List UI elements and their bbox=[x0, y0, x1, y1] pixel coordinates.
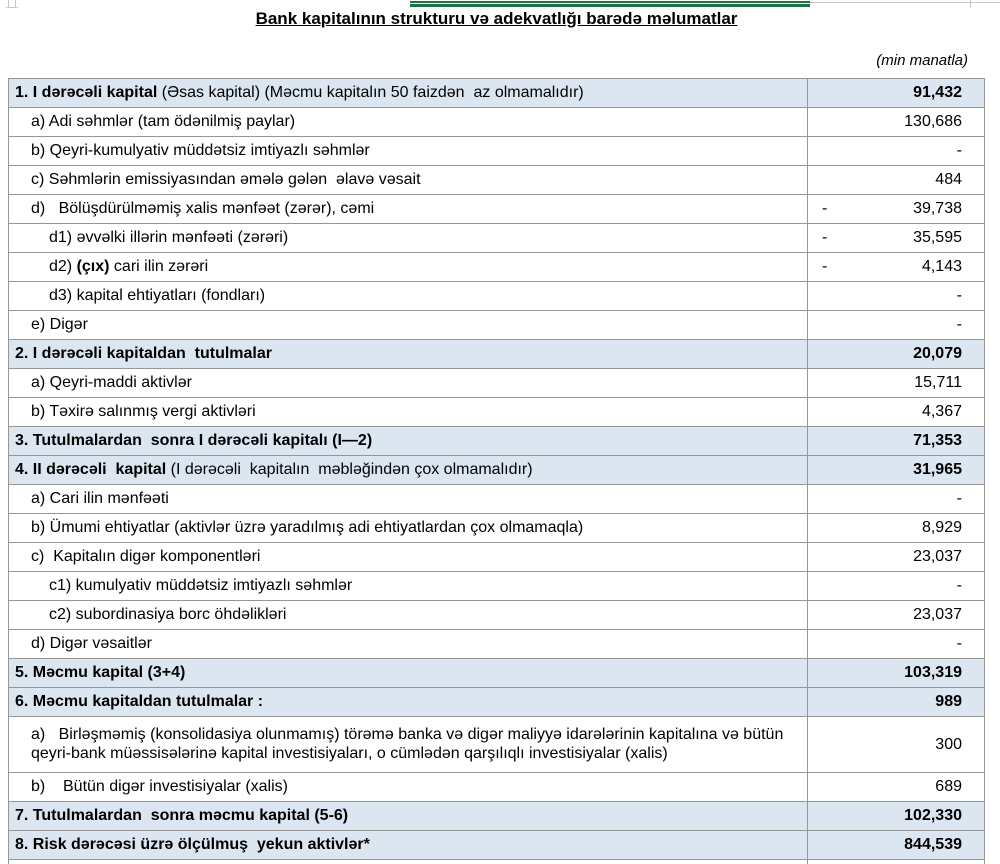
table-row bbox=[9, 456, 984, 485]
row-label-cell[interactable] bbox=[9, 427, 808, 455]
row-label-cell[interactable] bbox=[9, 195, 808, 223]
row-label-cell[interactable] bbox=[9, 572, 808, 600]
row-label-cell[interactable] bbox=[9, 659, 808, 687]
green-strip-artifact bbox=[410, 1, 810, 7]
table-row bbox=[9, 137, 984, 166]
table-row bbox=[9, 688, 984, 717]
row-value-text: 91,432 bbox=[913, 84, 962, 101]
row-value-text: 4,367 bbox=[921, 403, 962, 420]
table-row bbox=[9, 340, 984, 369]
row-label-text: b) Qeyri-kumulyativ müddətsiz imtiyazlı səhmlər bbox=[31, 141, 370, 159]
table-row bbox=[9, 572, 984, 601]
row-label-text: (Əsas kapital) (Məcmu kapitalın 50 faizdən az olmamalıdır) bbox=[157, 83, 584, 101]
capital-table bbox=[8, 78, 985, 864]
row-value-cell[interactable] bbox=[808, 166, 984, 194]
table-row bbox=[9, 427, 984, 456]
row-value-cell[interactable] bbox=[808, 456, 984, 484]
row-label-cell[interactable] bbox=[9, 802, 808, 830]
table-row bbox=[9, 543, 984, 572]
row-value-cell[interactable] bbox=[808, 773, 984, 801]
row-value-cell[interactable] bbox=[808, 802, 984, 830]
row-label-bold-text: 5. Məcmu kapital (3+4) bbox=[15, 663, 186, 681]
row-label-text: c) Kapitalın digər komponentləri bbox=[31, 547, 261, 565]
row-value-text: 989 bbox=[935, 693, 962, 710]
row-label-bold-text: 6. Məcmu kapitaldan tutulmalar : bbox=[15, 692, 264, 710]
row-value-cell[interactable] bbox=[808, 514, 984, 542]
table-row bbox=[9, 630, 984, 659]
row-label-text: a) Cari ilin mənfəəti bbox=[31, 489, 169, 507]
row-label-bold-text: 1. I dərəcəli kapital bbox=[15, 83, 158, 101]
row-label-cell[interactable] bbox=[9, 282, 808, 310]
row-label-text: c) Səhmlərin emissiyasından əmələ gələn əlavə vəsait bbox=[31, 170, 421, 188]
row-value-cell[interactable] bbox=[808, 717, 984, 772]
row-value-text: 4,143 bbox=[921, 258, 962, 275]
row-label-cell[interactable] bbox=[9, 398, 808, 426]
row-label-text: c2) subordinasiya borc öhdəlikləri bbox=[49, 605, 287, 623]
table-row bbox=[9, 282, 984, 311]
row-value-text: 484 bbox=[935, 171, 962, 188]
row-label-text: d3) kapital ehtiyatları (fondları) bbox=[49, 286, 266, 304]
negative-sign: - bbox=[822, 200, 828, 217]
row-label-cell[interactable] bbox=[9, 311, 808, 339]
row-label-text: a) Qeyri-maddi aktivlər bbox=[31, 373, 192, 391]
table-row bbox=[9, 659, 984, 688]
table-row bbox=[9, 773, 984, 802]
row-label-cell[interactable] bbox=[9, 717, 808, 772]
row-label-cell[interactable] bbox=[9, 514, 808, 542]
table-row bbox=[9, 369, 984, 398]
table-row bbox=[9, 601, 984, 630]
row-label-cell[interactable] bbox=[9, 831, 808, 859]
row-label-cell[interactable] bbox=[9, 456, 808, 484]
row-label-text: (I dərəcəli kapitalın məbləğindən çox olmamalıdır) bbox=[166, 460, 533, 478]
row-value-text: - bbox=[956, 287, 962, 304]
gridline-artifact bbox=[810, 2, 1000, 3]
gridline-artifact bbox=[6, 7, 18, 8]
row-label-bold-text: 8. Risk dərəcəsi üzrə ölçülmuş yekun aktivlər* bbox=[15, 835, 370, 853]
row-value-text: 103,319 bbox=[904, 664, 962, 681]
row-value-cell[interactable] bbox=[808, 108, 984, 136]
row-value-text: 102,330 bbox=[904, 807, 962, 824]
table-row bbox=[9, 717, 984, 773]
row-label-cell[interactable] bbox=[9, 369, 808, 397]
row-value-text: 23,037 bbox=[913, 548, 962, 565]
row-label-text: a) Birləşməmiş (konsolidasiya olunmamış) törəmə banka və digər maliyyə idarələrinin kapitalına və bütün qeyri-bank müəssisələrinə kapital investisiyaları, o cümlədən qarşılıqlı investisiyalar (xalis) bbox=[31, 726, 788, 762]
row-label-bold-text: 7. Tutulmalardan sonra məcmu kapital (5-6) bbox=[15, 806, 349, 824]
row-value-cell[interactable] bbox=[808, 543, 984, 571]
row-value-text: - bbox=[956, 490, 962, 507]
row-label-cell[interactable] bbox=[9, 773, 808, 801]
row-label-text: e) Digər bbox=[31, 315, 88, 333]
table-row bbox=[9, 108, 984, 137]
row-value-text: - bbox=[956, 316, 962, 333]
row-value-cell[interactable] bbox=[808, 427, 984, 455]
row-value-text: 35,595 bbox=[913, 229, 962, 246]
row-label-bold-text: 2. I dərəcəli kapitaldan tutulmalar bbox=[15, 344, 272, 362]
row-label-text: d2) bbox=[49, 257, 77, 275]
row-label-cell[interactable] bbox=[9, 79, 808, 107]
row-label-cell[interactable] bbox=[9, 485, 808, 513]
negative-sign: - bbox=[822, 258, 828, 275]
row-value-text: 71,353 bbox=[913, 432, 962, 449]
row-value-text: - bbox=[956, 142, 962, 159]
row-label-bold-text: 4. II dərəcəli kapital bbox=[15, 460, 167, 478]
row-value-cell[interactable] bbox=[808, 79, 984, 107]
row-label-text: d) Bölüşdürülməmiş xalis mənfəət (zərər), cəmi bbox=[31, 199, 375, 217]
row-label-cell[interactable] bbox=[9, 137, 808, 165]
row-label-cell[interactable] bbox=[9, 630, 808, 658]
row-value-cell[interactable] bbox=[808, 630, 984, 658]
page-title: Bank kapitalının strukturu və adekvatlığı barədə məlumatlar bbox=[255, 9, 738, 28]
row-label-text: d1) əvvəlki illərin mənfəəti (zərəri) bbox=[49, 228, 289, 246]
row-label-text: c1) kumulyativ müddətsiz imtiyazlı səhmlər bbox=[49, 576, 353, 594]
row-label-bold-text: (çıx) bbox=[76, 257, 110, 275]
row-label-cell[interactable] bbox=[9, 108, 808, 136]
row-value-cell[interactable] bbox=[808, 311, 984, 339]
row-value-cell[interactable] bbox=[808, 601, 984, 629]
gridline-artifact bbox=[970, 0, 971, 8]
row-value-cell[interactable] bbox=[808, 282, 984, 310]
row-value-cell[interactable] bbox=[808, 253, 984, 281]
row-value-text: - bbox=[956, 577, 962, 594]
negative-sign: - bbox=[822, 229, 828, 246]
table-row bbox=[9, 398, 984, 427]
row-value-text: 844,539 bbox=[904, 836, 962, 853]
row-value-cell[interactable] bbox=[808, 659, 984, 687]
row-value-cell[interactable] bbox=[808, 572, 984, 600]
row-value-text: 20,079 bbox=[913, 345, 962, 362]
row-label-text: b) Bütün digər investisiyalar (xalis) bbox=[31, 777, 288, 795]
table-row bbox=[9, 79, 984, 108]
row-value-text: 39,738 bbox=[913, 200, 962, 217]
row-label-text: b) Təxirə salınmış vergi aktivləri bbox=[31, 402, 256, 420]
row-label-cell[interactable] bbox=[9, 543, 808, 571]
row-value-cell[interactable] bbox=[808, 369, 984, 397]
row-value-cell[interactable] bbox=[808, 860, 984, 864]
row-label-cell[interactable] bbox=[9, 688, 808, 716]
row-label-cell[interactable] bbox=[9, 860, 808, 864]
table-row bbox=[9, 195, 984, 224]
row-value-text: 15,711 bbox=[914, 374, 962, 391]
row-value-cell[interactable] bbox=[808, 195, 984, 223]
table-row bbox=[9, 860, 984, 864]
table-row bbox=[9, 166, 984, 195]
row-value-text: 23,037 bbox=[913, 606, 962, 623]
row-value-text: 300 bbox=[935, 735, 962, 753]
row-value-cell[interactable] bbox=[808, 137, 984, 165]
row-value-text: 130,686 bbox=[904, 113, 962, 130]
table-row bbox=[9, 311, 984, 340]
row-value-cell[interactable] bbox=[808, 688, 984, 716]
row-label-cell[interactable] bbox=[9, 166, 808, 194]
row-label-cell[interactable] bbox=[9, 224, 808, 252]
row-value-cell[interactable] bbox=[808, 340, 984, 368]
row-value-text: 31,965 bbox=[913, 461, 962, 478]
row-label-text: d) Digər vəsaitlər bbox=[31, 634, 152, 652]
row-label-text: cari ilin zərəri bbox=[109, 257, 209, 275]
table-row bbox=[9, 485, 984, 514]
table-row bbox=[9, 514, 984, 543]
table-row bbox=[9, 253, 984, 282]
row-value-cell[interactable] bbox=[808, 224, 984, 252]
row-label-text: a) Adi səhmlər (tam ödənilmiş paylar) bbox=[31, 112, 296, 130]
row-label-bold-text: 3. Tutulmalardan sonra I dərəcəli kapitalı (I—2) bbox=[15, 431, 373, 449]
row-value-text: - bbox=[956, 635, 962, 652]
table-row bbox=[9, 224, 984, 253]
row-label-cell[interactable] bbox=[9, 601, 808, 629]
row-label-cell[interactable] bbox=[9, 340, 808, 368]
row-value-text: 689 bbox=[935, 778, 962, 795]
table-row bbox=[9, 802, 984, 831]
unit-note: (min manatla) bbox=[876, 52, 968, 69]
table-row bbox=[9, 831, 984, 860]
row-value-cell[interactable] bbox=[808, 485, 984, 513]
row-label-text: b) Ümumi ehtiyatlar (aktivlər üzrə yaradılmış adi ehtiyatlardan çox olmamaqla) bbox=[31, 518, 584, 536]
row-value-text: 8,929 bbox=[921, 519, 962, 536]
row-value-cell[interactable] bbox=[808, 831, 984, 859]
row-label-cell[interactable] bbox=[9, 253, 808, 281]
row-value-cell[interactable] bbox=[808, 398, 984, 426]
